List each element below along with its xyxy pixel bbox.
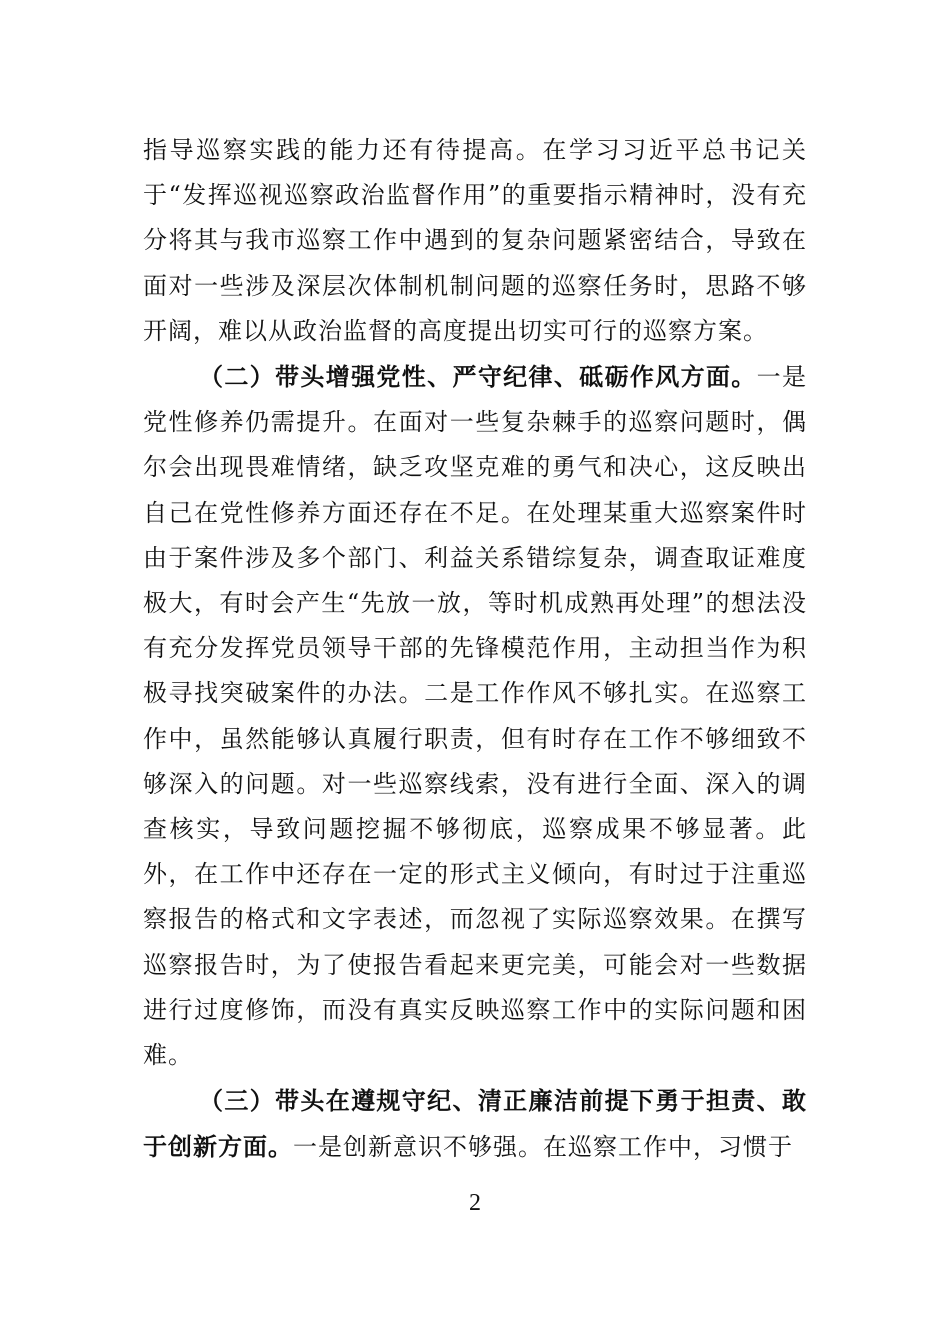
section-three-paragraph — [143, 1078, 807, 1170]
paragraph-text: 指导巡察实践的能力还有待提高。在学习习近平总书记关于“发挥巡视巡察政治监督作用”的重要指示精神时，没有充分将其与我市巡察工作中遇到的复杂问题紧密结合，导致在面对一些涉及深层次体制机制问题的巡察任务时，思路不够开阔，难以从政治监督的高度提出切实可行的巡察方案。 — [143, 136, 807, 345]
paragraph-continuation — [143, 128, 807, 354]
section-heading: （三）带头在遵规守纪、清正廉洁前提下勇于担责、敢于创新方面。 — [143, 1086, 807, 1162]
paragraph-text: 一是创新意识不够强。在巡察工作中，习惯于 — [293, 1133, 793, 1162]
section-two-paragraph — [143, 354, 807, 1078]
document-body — [143, 128, 807, 1171]
paragraph-text: 一是党性修养仍需提升。在面对一些复杂棘手的巡察问题时，偶尔会出现畏难情绪，缺乏攻坚克难的勇气和决心，这反映出自己在党性修养方面还存在不足。在处理某重大巡察案件时由于案件涉及多个部门、利益关系错综复杂，调查取证难度极大，有时会产生“先放一放，等时机成熟再处理”的想法没有充分发挥党员领导干部的先锋模范作用，主动担当作为积极寻找突破案件的办法。二是工作作风不够扎实。在巡察工作中，虽然能够认真履行职责，但有时存在工作不够细致不够深入的问题。对一些巡察线索，没有进行全面、深入的调查核实，导致问题挖掘不够彻底，巡察成果不够显著。此外，在工作中还存在一定的形式主义倾向，有时过于注重巡察报告的格式和文字表述，而忽视了实际巡察效果。在撰写巡察报告时，为了使报告看起来更完美，可能会对一些数据进行过度修饰，而没有真实反映巡察工作中的实际问题和困难。 — [143, 363, 808, 1070]
page-number: 2 — [469, 1190, 481, 1216]
section-heading: （二）带头增强党性、严守纪律、砥砺作风方面。 — [199, 362, 757, 392]
